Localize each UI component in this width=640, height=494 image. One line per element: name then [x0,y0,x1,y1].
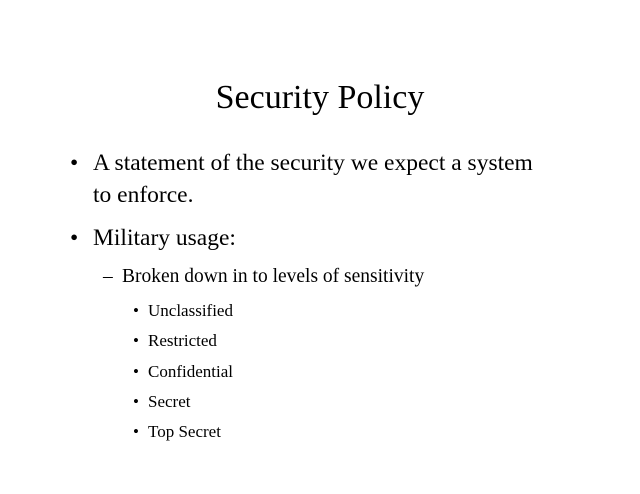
level-item-unclassified: Unclassified [148,301,233,320]
level-item-top-secret: Top Secret [148,422,221,441]
bullet-icon: • [133,422,139,441]
bullet-item-statement: A statement of the security we expect a system to enforce. [93,150,533,208]
level-item-secret: Secret [148,392,191,411]
bullet-icon: • [133,301,139,320]
level-item-restricted: Restricted [148,331,217,350]
bullet-item-military: Military usage: [93,225,236,251]
bullet-icon: • [70,150,79,176]
bullet-icon: • [70,225,79,251]
bullet-icon: • [133,362,139,381]
bullet-icon: • [133,331,139,350]
dash-icon: – [103,266,113,287]
slide-title: Security Policy [215,79,425,116]
bullet-icon: • [133,392,139,411]
level-item-confidential: Confidential [148,362,233,381]
sub-bullet-sensitivity: Broken down in to levels of sensitivity [122,266,425,287]
